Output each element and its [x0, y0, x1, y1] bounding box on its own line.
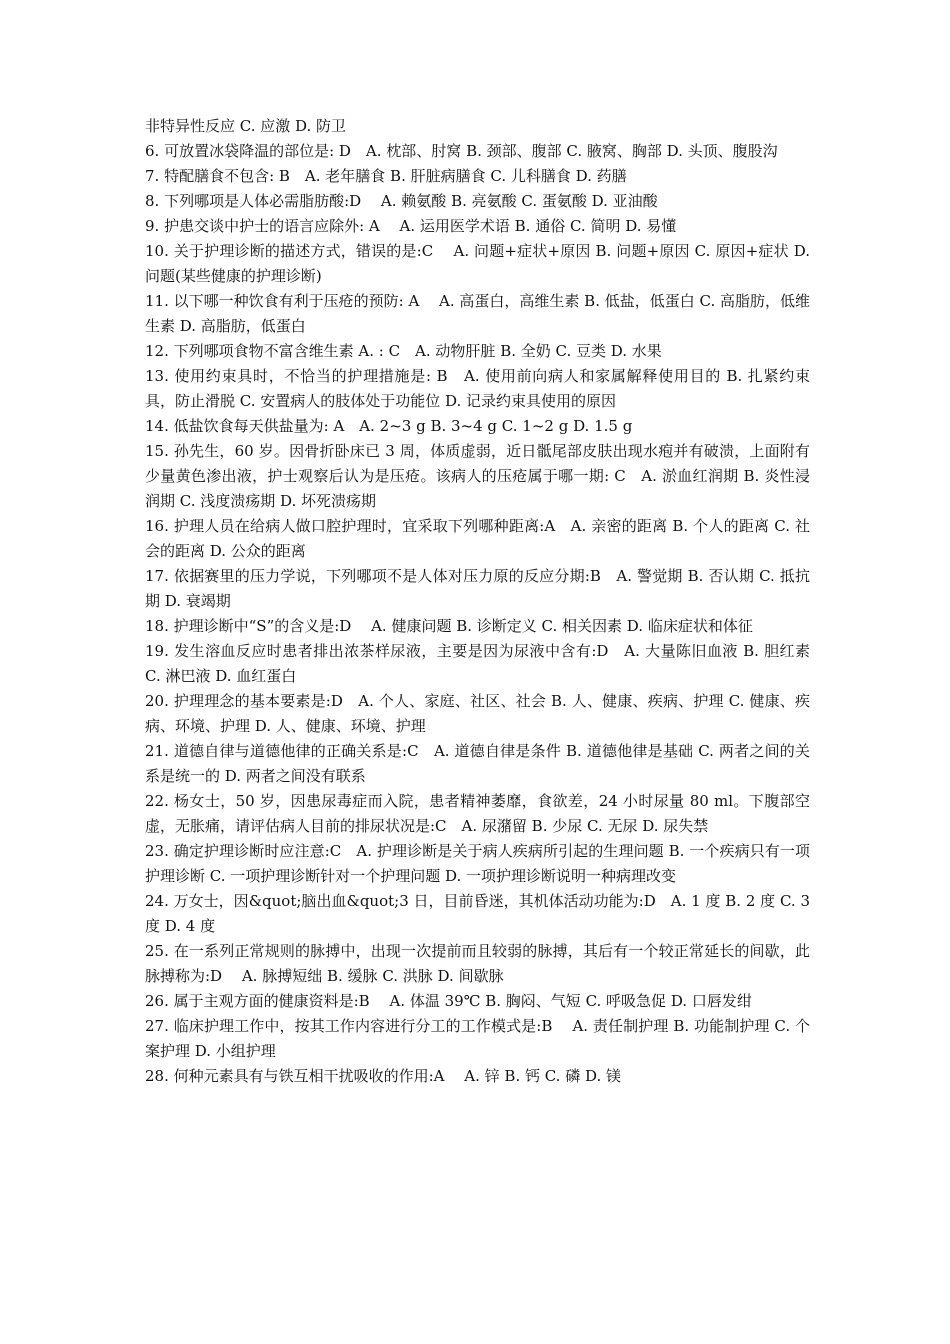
- question-27: 27. 临床护理工作中，按其工作内容进行分工的工作模式是:B A. 责任制护理 B. 功能制护理 C. 个案护理 D. 小组护理: [145, 1017, 810, 1060]
- question-10: 10. 关于护理诊断的描述方式，错误的是:C A. 问题+症状+原因 B. 问题+原因 C. 原因+症状 D. 问题(某些健康的护理诊断): [145, 242, 810, 285]
- question-23: 23. 确定护理诊断时应注意:C A. 护理诊断是关于病人疾病所引起的生理问题 B. 一个疾病只有一项护理诊断 C. 一项护理诊断针对一个护理问题 D. 一项护理诊断说明一种病理改变: [145, 842, 810, 885]
- question-16: 16. 护理人员在给病人做口腔护理时，宜采取下列哪种距离:A A. 亲密的距离 B. 个人的距离 C. 社会的距离 D. 公众的距离: [145, 517, 810, 560]
- question-15: 15. 孙先生，60 岁。因骨折卧床已 3 周，体质虚弱，近日骶尾部皮肤出现水疱并有破溃，上面附有少量黄色渗出液，护士观察后认为是压疮。该病人的压疮属于哪一期: C A. 淤血红润期 B. 炎性浸润期 C. 浅度溃疡期 D. 坏死溃疡期: [145, 442, 810, 510]
- question-24: 24. 万女士，因&quot;脑出血&quot;3 日，目前昏迷，其机体活动功能为:D A. 1 度 B. 2 度 C. 3 度 D. 4 度: [145, 892, 810, 935]
- question-18: 18. 护理诊断中“S”的含义是:D A. 健康问题 B. 诊断定义 C. 相关因素 D. 临床症状和体征: [145, 617, 753, 635]
- question-8: 8. 下列哪项是人体必需脂肪酸:D A. 赖氨酸 B. 亮氨酸 C. 蛋氨酸 D. 亚油酸: [145, 192, 658, 210]
- question-28: 28. 何种元素具有与铁互相干扰吸收的作用:A A. 锌 B. 钙 C. 磷 D. 镁: [145, 1067, 622, 1085]
- question-9: 9. 护患交谈中护士的语言应除外: A A. 运用医学术语 B. 通俗 C. 简明 D. 易懂: [145, 217, 677, 235]
- question-19: 19. 发生溶血反应时患者排出浓茶样尿液，主要是因为尿液中含有:D A. 大量陈旧血液 B. 胆红素 C. 淋巴液 D. 血红蛋白: [145, 642, 810, 685]
- question-7: 7. 特配膳食不包含: B A. 老年膳食 B. 肝脏病膳食 C. 儿科膳食 D. 药膳: [145, 167, 627, 185]
- question-20: 20. 护理理念的基本要素是:D A. 个人、家庭、社区、社会 B. 人、健康、疾病、护理 C. 健康、疾病、环境、护理 D. 人、健康、环境、护理: [145, 692, 810, 735]
- question-11: 11. 以下哪一种饮食有利于压疮的预防: A A. 高蛋白，高维生素 B. 低盐，低蛋白 C. 高脂肪，低维生素 D. 高脂肪，低蛋白: [145, 292, 810, 335]
- question-6: 6. 可放置冰袋降温的部位是: D A. 枕部、肘窝 B. 颈部、腹部 C. 腋窝、胸部 D. 头顶、腹股沟: [145, 142, 778, 160]
- question-fragment: 非特异性反应 C. 应激 D. 防卫: [145, 117, 347, 135]
- question-22: 22. 杨女士，50 岁，因患尿毒症而入院，患者精神萎靡，食欲差，24 小时尿量 80 ml。下腹部空虚，无胀痛，请评估病人目前的排尿状况是:C A. 尿潴留 B. 少尿 C. 无尿 D. 尿失禁: [145, 792, 810, 835]
- question-17: 17. 依据赛里的压力学说，下列哪项不是人体对压力原的反应分期:B A. 警觉期 B. 否认期 C. 抵抗期 D. 衰竭期: [145, 567, 810, 610]
- question-14: 14. 低盐饮食每天供盐量为: A A. 2~3 g B. 3~4 g C. 1~2 g D. 1.5 g: [145, 417, 633, 435]
- question-26: 26. 属于主观方面的健康资料是:B A. 体温 39℃ B. 胸闷、气短 C. 呼吸急促 D. 口唇发绀: [145, 992, 752, 1010]
- question-12: 12. 下列哪项食物不富含维生素 A. : C A. 动物肝脏 B. 全奶 C. 豆类 D. 水果: [145, 342, 662, 360]
- question-25: 25. 在一系列正常规则的脉搏中，出现一次提前而且较弱的脉搏，其后有一个较正常延长的间歇，此脉搏称为:D A. 脉搏短绌 B. 缓脉 C. 洪脉 D. 间歇脉: [145, 942, 810, 985]
- document-page: [145, 114, 810, 1089]
- question-13: 13. 使用约束具时，不恰当的护理措施是: B A. 使用前向病人和家属解释使用目的 B. 扎紧约束具，防止滑脱 C. 安置病人的肢体处于功能位 D. 记录约束具使用的原因: [145, 367, 810, 410]
- question-21: 21. 道德自律与道德他律的正确关系是:C A. 道德自律是条件 B. 道德他律是基础 C. 两者之间的关系是统一的 D. 两者之间没有联系: [145, 742, 810, 785]
